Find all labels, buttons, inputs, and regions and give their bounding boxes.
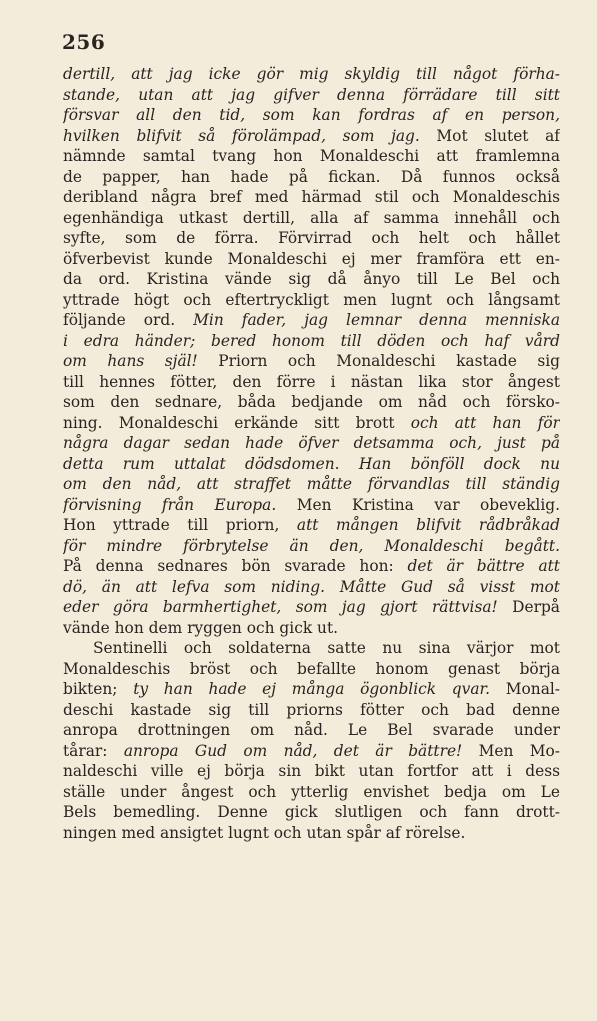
- text-run: tårar:: [63, 741, 124, 760]
- text-line: [63, 228, 560, 249]
- text-line: [63, 638, 560, 659]
- text-run: ställe under ångest och ytterlig envishet bedja om Le: [63, 782, 560, 801]
- text-line: [63, 556, 560, 577]
- text-run: Derpå: [497, 598, 560, 616]
- text-run: Men Kristina var obeveklig.: [276, 495, 560, 514]
- text-run: Monaldeschis bröst och befallte honom genast börja: [63, 659, 560, 678]
- page-number: 256: [62, 30, 106, 54]
- text-line: [63, 310, 560, 331]
- text-line: [63, 392, 560, 413]
- italic-text-run: för mindre förbrytelse än den, Monaldeschi begått.: [63, 536, 560, 555]
- text-line: [63, 433, 560, 454]
- italic-text-run: några dagar sedan hade öfver detsamma och, just på: [63, 434, 560, 452]
- italic-text-run: anropa Gud om nåd, det är bättre!: [123, 741, 463, 760]
- italic-text-run: i edra händer; bered honom till döden och haf vård: [63, 331, 560, 350]
- text-run: de papper, han hade på fickan. Då funnos också: [63, 167, 560, 186]
- text-line: [63, 536, 560, 557]
- text-run: naldeschi ville ej börja sin bikt utan fortfor att i dess: [63, 762, 560, 780]
- italic-text-run: stande, utan att jag gifver denna förrädare till sitt: [63, 85, 560, 104]
- text-line: [63, 351, 560, 372]
- text-run: Mot slutet af: [419, 126, 560, 145]
- text-line: [63, 474, 560, 495]
- italic-text-run: förvisning från Europa.: [63, 495, 277, 514]
- text-run: Hon yttrade till priorn,: [63, 516, 297, 534]
- body-text: [63, 64, 560, 843]
- text-line: [63, 577, 560, 598]
- text-run: Monal-: [490, 680, 560, 698]
- italic-text-run: eder göra barmhertighet, som jag gjort rättvisa!: [63, 598, 498, 616]
- text-line: [63, 290, 560, 311]
- text-run: Men Mo-: [462, 741, 560, 760]
- text-run: ning. Monaldeschi erkände sitt brott: [63, 413, 411, 432]
- text-run: som den sednare, båda bedjande om nåd och försko-: [63, 393, 560, 411]
- italic-text-run: dö, än att lefva som niding. Måtte Gud så visst mot: [63, 577, 560, 596]
- text-line: [63, 515, 560, 536]
- text-line: [63, 679, 560, 700]
- text-line: [63, 782, 560, 803]
- italic-text-run: det är bättre att: [407, 557, 560, 575]
- text-line: [63, 495, 560, 516]
- text-line: [63, 413, 560, 434]
- italic-text-run: om den nåd, att straffet måtte förvandlas till ständig: [63, 475, 560, 493]
- text-run: Priorn och Monaldeschi kastade sig: [197, 352, 560, 370]
- text-run: syfte, som de förra. Förvirrad och helt och hållet: [63, 229, 560, 247]
- text-run: till hennes fötter, den förre i nästan lika stor ångest: [63, 372, 560, 391]
- text-line: [63, 146, 560, 167]
- text-line: [63, 331, 560, 352]
- text-run: deschi kastade sig till priorns fötter och bad denne: [63, 700, 560, 719]
- text-run: deribland några bref med härmad stil och Monaldeschis: [63, 188, 560, 206]
- text-line: [63, 741, 560, 762]
- text-line: [63, 249, 560, 270]
- text-run: nämnde samtal tvang hon Monaldeschi att framlemna: [63, 147, 560, 165]
- italic-text-run: ty han hade ej många ögonblick qvar.: [133, 680, 491, 698]
- italic-text-run: om hans själ!: [63, 352, 198, 370]
- text-line: [63, 187, 560, 208]
- text-run: Bels bemedling. Denne gick slutligen och fann drott-: [63, 803, 560, 821]
- italic-text-run: dertill, att jag icke gör mig skyldig till något förha-: [63, 65, 560, 83]
- text-line: [63, 126, 560, 147]
- text-line: [63, 700, 560, 721]
- text-run: egenhändiga utkast dertill, alla af samma innehåll och: [63, 208, 560, 227]
- italic-text-run: och att han för: [410, 413, 560, 432]
- italic-text-run: försvar all den tid, som kan fordras af en person,: [63, 106, 560, 124]
- text-line: [63, 720, 560, 741]
- text-line: [63, 823, 560, 844]
- text-run: Sentinelli och soldaterna satte nu sina värjor mot: [93, 639, 560, 657]
- text-line: [63, 454, 560, 475]
- text-line: [63, 597, 560, 618]
- text-run: anropa drottningen om nåd. Le Bel svarade under: [63, 721, 560, 739]
- text-line: [63, 269, 560, 290]
- text-line: [63, 167, 560, 188]
- text-run: ningen med ansigtet lugnt och utan spår af rörelse.: [63, 823, 466, 842]
- italic-text-run: att mången blifvit rådbråkad: [296, 516, 560, 534]
- text-line: [63, 802, 560, 823]
- text-line: [63, 659, 560, 680]
- text-run: öfverbevist kunde Monaldeschi ej mer framföra ett en-: [63, 249, 560, 268]
- italic-text-run: Min fader, jag lemnar denna menniska: [193, 311, 560, 329]
- text-line: [63, 208, 560, 229]
- text-line: [63, 618, 560, 639]
- text-run: bikten;: [63, 680, 134, 698]
- text-line: [63, 761, 560, 782]
- text-line: [63, 64, 560, 85]
- text-run: yttrade högt och eftertryckligt men lugnt och långsamt: [63, 290, 560, 309]
- text-run: På denna sednares bön svarade hon:: [63, 557, 408, 575]
- text-run: vände hon dem ryggen och gick ut.: [63, 618, 339, 637]
- text-line: [63, 105, 560, 126]
- italic-text-run: hvilken blifvit så förolämpad, som jag.: [63, 126, 420, 145]
- italic-text-run: detta rum uttalat dödsdomen. Han bönföll dock nu: [63, 454, 560, 473]
- text-run: följande ord.: [63, 311, 194, 329]
- text-line: [63, 85, 560, 106]
- text-line: [63, 372, 560, 393]
- text-run: da ord. Kristina vände sig då ånyo till Le Bel och: [63, 270, 560, 288]
